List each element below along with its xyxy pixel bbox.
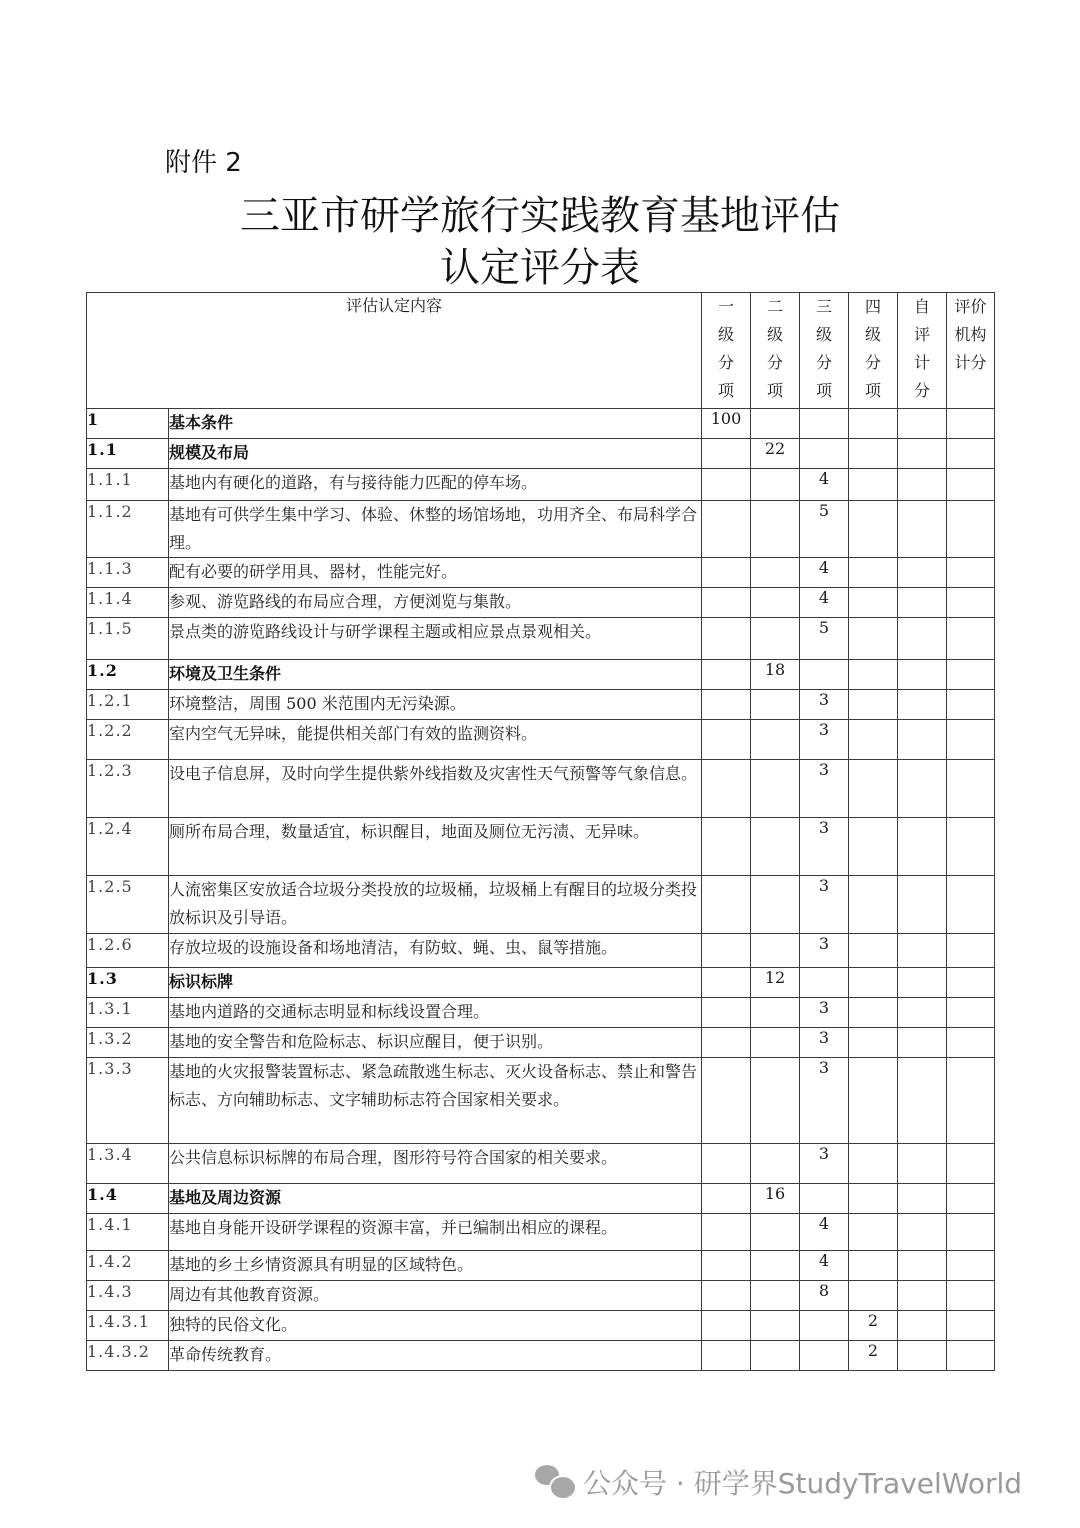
level3-score: 4	[800, 1214, 849, 1251]
level4-score	[849, 1184, 898, 1214]
level4-score	[849, 1058, 898, 1144]
self-score	[898, 690, 947, 720]
row-code: 1.1.5	[87, 618, 169, 660]
row-code: 1.1.3	[87, 558, 169, 588]
level4-score	[849, 409, 898, 439]
level1-score: 100	[702, 409, 751, 439]
row-code: 1.3.2	[87, 1028, 169, 1058]
row-text: 公共信息标识标牌的布局合理，图形符号符合国家的相关要求。	[169, 1144, 702, 1184]
header-char: 计分	[954, 353, 987, 372]
level2-score	[751, 409, 800, 439]
level4-score	[849, 558, 898, 588]
self-score	[898, 1184, 947, 1214]
level4-score	[849, 1281, 898, 1311]
header-char: 项	[767, 381, 784, 400]
level4-score	[849, 660, 898, 690]
level4-score	[849, 439, 898, 469]
row-text: 基本条件	[169, 409, 702, 439]
wechat-icon	[535, 1465, 575, 1499]
row-code: 1.2.5	[87, 876, 169, 934]
table-row	[87, 501, 995, 558]
level4-score	[849, 1214, 898, 1251]
level2-score	[751, 588, 800, 618]
table-row	[87, 760, 995, 818]
row-code: 1.4.3	[87, 1281, 169, 1311]
header-content: 评估认定内容	[87, 293, 702, 409]
row-text: 基地自身能开设研学课程的资源丰富，并已编制出相应的课程。	[169, 1214, 702, 1251]
level4-score	[849, 968, 898, 998]
level3-score: 3	[800, 1058, 849, 1144]
agency-score	[947, 1311, 995, 1341]
table-row	[87, 409, 995, 439]
agency-score	[947, 818, 995, 876]
row-code: 1.3.3	[87, 1058, 169, 1144]
row-text: 设电子信息屏，及时向学生提供紫外线指数及灾害性天气预警等气象信息。	[169, 760, 702, 818]
level3-score: 3	[800, 690, 849, 720]
agency-score	[947, 1341, 995, 1371]
level1-score	[702, 818, 751, 876]
level3-score: 3	[800, 1028, 849, 1058]
row-code: 1.2.6	[87, 934, 169, 968]
self-score	[898, 409, 947, 439]
header-char: 分	[718, 353, 735, 372]
level2-score	[751, 818, 800, 876]
level2-score	[751, 1028, 800, 1058]
header-char: 一	[718, 297, 735, 316]
level2-score	[751, 1058, 800, 1144]
table-row	[87, 1251, 995, 1281]
agency-score	[947, 1184, 995, 1214]
row-code: 1.4	[87, 1184, 169, 1214]
level1-score	[702, 1028, 751, 1058]
level2-score	[751, 618, 800, 660]
document-title-line-1: 三亚市研学旅行实践教育基地评估	[240, 193, 840, 239]
row-text: 标识标牌	[169, 968, 702, 998]
table-row	[87, 876, 995, 934]
row-code: 1.4.3.1	[87, 1311, 169, 1341]
agency-score	[947, 876, 995, 934]
agency-score	[947, 588, 995, 618]
level3-score: 3	[800, 998, 849, 1028]
level2-score	[751, 690, 800, 720]
table-row	[87, 1028, 995, 1058]
table-row	[87, 1144, 995, 1184]
header-level4	[849, 293, 898, 409]
agency-score	[947, 1281, 995, 1311]
self-score	[898, 618, 947, 660]
watermark	[535, 1462, 1022, 1502]
level3-score: 4	[800, 588, 849, 618]
row-code: 1.1.4	[87, 588, 169, 618]
row-text: 独特的民俗文化。	[169, 1311, 702, 1341]
level4-score	[849, 760, 898, 818]
header-char: 分	[914, 381, 931, 400]
table-row	[87, 660, 995, 690]
header-char: 自	[914, 297, 931, 316]
level4-score	[849, 469, 898, 501]
agency-score	[947, 501, 995, 558]
level4-score: 2	[849, 1341, 898, 1371]
level2-score	[751, 1311, 800, 1341]
agency-score	[947, 1251, 995, 1281]
agency-score	[947, 439, 995, 469]
agency-score	[947, 760, 995, 818]
row-text: 厕所布局合理，数量适宜，标识醒目，地面及厕位无污渍、无异味。	[169, 818, 702, 876]
self-score	[898, 1028, 947, 1058]
level1-score	[702, 1311, 751, 1341]
level3-score: 8	[800, 1281, 849, 1311]
row-code: 1.1.1	[87, 469, 169, 501]
header-char: 机构	[954, 325, 987, 344]
level4-score	[849, 588, 898, 618]
table-row	[87, 588, 995, 618]
level4-score	[849, 876, 898, 934]
row-code: 1.1.2	[87, 501, 169, 558]
row-code: 1.2.3	[87, 760, 169, 818]
level1-score	[702, 934, 751, 968]
row-text: 存放垃圾的设施设备和场地清洁，有防蚊、蝇、虫、鼠等措施。	[169, 934, 702, 968]
level2-score	[751, 1214, 800, 1251]
level2-score	[751, 998, 800, 1028]
agency-score	[947, 618, 995, 660]
level3-score	[800, 409, 849, 439]
level1-score	[702, 720, 751, 760]
row-text: 基地的安全警告和危险标志、标识应醒目，便于识别。	[169, 1028, 702, 1058]
table-row	[87, 439, 995, 469]
row-text: 基地有可供学生集中学习、体验、休整的场馆场地，功用齐全、布局科学合理。	[169, 501, 702, 558]
row-code: 1.3.4	[87, 1144, 169, 1184]
level3-score	[800, 439, 849, 469]
self-score	[898, 1281, 947, 1311]
table-row	[87, 1214, 995, 1251]
table-row	[87, 690, 995, 720]
level1-score	[702, 660, 751, 690]
table-row	[87, 469, 995, 501]
header-char: 分	[865, 353, 882, 372]
row-code: 1.4.3.2	[87, 1341, 169, 1371]
agency-score	[947, 660, 995, 690]
level2-score: 18	[751, 660, 800, 690]
agency-score	[947, 1058, 995, 1144]
table-row	[87, 1311, 995, 1341]
row-text: 基地内道路的交通标志明显和标线设置合理。	[169, 998, 702, 1028]
agency-score	[947, 409, 995, 439]
table-row	[87, 618, 995, 660]
level2-score	[751, 1251, 800, 1281]
self-score	[898, 998, 947, 1028]
level1-score	[702, 1251, 751, 1281]
level1-score	[702, 618, 751, 660]
row-code: 1.2.2	[87, 720, 169, 760]
row-text: 人流密集区安放适合垃圾分类投放的垃圾桶，垃圾桶上有醒目的垃圾分类投放标识及引导语。	[169, 876, 702, 934]
row-text: 参观、游览路线的布局应合理，方便浏览与集散。	[169, 588, 702, 618]
agency-score	[947, 558, 995, 588]
header-char: 级	[718, 325, 735, 344]
level1-score	[702, 1144, 751, 1184]
table-row	[87, 1341, 995, 1371]
header-agency-score	[947, 293, 995, 409]
row-text: 景点类的游览路线设计与研学课程主题或相应景点景观相关。	[169, 618, 702, 660]
level4-score	[849, 1028, 898, 1058]
self-score	[898, 439, 947, 469]
level3-score	[800, 1184, 849, 1214]
level3-score: 3	[800, 1144, 849, 1184]
level3-score	[800, 660, 849, 690]
level2-score: 16	[751, 1184, 800, 1214]
row-code: 1.3.1	[87, 998, 169, 1028]
agency-score	[947, 968, 995, 998]
agency-score	[947, 469, 995, 501]
level3-score: 3	[800, 934, 849, 968]
level2-score	[751, 1341, 800, 1371]
scoring-table	[86, 292, 995, 1371]
row-text: 革命传统教育。	[169, 1341, 702, 1371]
header-char: 分	[767, 353, 784, 372]
row-code: 1.1	[87, 439, 169, 469]
self-score	[898, 1214, 947, 1251]
self-score	[898, 469, 947, 501]
level4-score	[849, 998, 898, 1028]
table-row	[87, 934, 995, 968]
header-char: 项	[816, 381, 833, 400]
level4-score: 2	[849, 1311, 898, 1341]
level1-score	[702, 1184, 751, 1214]
level1-score	[702, 1214, 751, 1251]
level2-score: 22	[751, 439, 800, 469]
header-char: 二	[767, 297, 784, 316]
level1-score	[702, 1341, 751, 1371]
level2-score	[751, 1281, 800, 1311]
agency-score	[947, 934, 995, 968]
level2-score	[751, 469, 800, 501]
level2-score	[751, 558, 800, 588]
level3-score	[800, 968, 849, 998]
level1-score	[702, 501, 751, 558]
self-score	[898, 968, 947, 998]
self-score	[898, 760, 947, 818]
header-level2	[751, 293, 800, 409]
table-row	[87, 968, 995, 998]
header-char: 项	[718, 381, 735, 400]
self-score	[898, 501, 947, 558]
row-text: 规模及布局	[169, 439, 702, 469]
row-text: 室内空气无异味，能提供相关部门有效的监测资料。	[169, 720, 702, 760]
header-char: 分	[816, 353, 833, 372]
level4-score	[849, 690, 898, 720]
header-char: 评价	[954, 297, 987, 316]
agency-score	[947, 1214, 995, 1251]
level3-score: 4	[800, 1251, 849, 1281]
level3-score: 4	[800, 469, 849, 501]
header-char: 三	[816, 297, 833, 316]
row-code: 1.2.1	[87, 690, 169, 720]
row-code: 1.4.2	[87, 1251, 169, 1281]
self-score	[898, 588, 947, 618]
level3-score: 3	[800, 760, 849, 818]
level3-score: 5	[800, 501, 849, 558]
level1-score	[702, 998, 751, 1028]
level3-score	[800, 1311, 849, 1341]
agency-score	[947, 998, 995, 1028]
level4-score	[849, 818, 898, 876]
level1-score	[702, 469, 751, 501]
level4-score	[849, 1251, 898, 1281]
watermark-text: 公众号 · 研学界StudyTravelWorld	[583, 1467, 1023, 1500]
level1-score	[702, 588, 751, 618]
header-char: 级	[767, 325, 784, 344]
level1-score	[702, 968, 751, 998]
row-code: 1	[87, 409, 169, 439]
level2-score	[751, 760, 800, 818]
self-score	[898, 876, 947, 934]
level4-score	[849, 1144, 898, 1184]
level2-score	[751, 1144, 800, 1184]
agency-score	[947, 1144, 995, 1184]
table-row	[87, 998, 995, 1028]
header-char: 四	[865, 297, 882, 316]
row-text: 基地的火灾报警装置标志、紧急疏散逃生标志、灭火设备标志、禁止和警告标志、方向辅助标志、文字辅助标志符合国家相关要求。	[169, 1058, 702, 1144]
level1-score	[702, 558, 751, 588]
row-code: 1.2	[87, 660, 169, 690]
table-row	[87, 1184, 995, 1214]
level4-score	[849, 934, 898, 968]
self-score	[898, 1251, 947, 1281]
header-char: 级	[816, 325, 833, 344]
level3-score: 3	[800, 818, 849, 876]
row-code: 1.3	[87, 968, 169, 998]
row-text: 基地及周边资源	[169, 1184, 702, 1214]
level4-score	[849, 501, 898, 558]
self-score	[898, 818, 947, 876]
header-level1	[702, 293, 751, 409]
self-score	[898, 1311, 947, 1341]
header-level3	[800, 293, 849, 409]
table-header-row	[87, 293, 995, 409]
level2-score	[751, 876, 800, 934]
level1-score	[702, 439, 751, 469]
header-char: 计	[914, 353, 931, 372]
table-body	[87, 409, 995, 1371]
level2-score	[751, 501, 800, 558]
level2-score	[751, 720, 800, 760]
table-row	[87, 1058, 995, 1144]
level3-score: 5	[800, 618, 849, 660]
self-score	[898, 558, 947, 588]
level4-score	[849, 720, 898, 760]
level1-score	[702, 1058, 751, 1144]
attachment-label: 附件 2	[165, 148, 242, 178]
row-text: 配有必要的研学用具、器材，性能完好。	[169, 558, 702, 588]
self-score	[898, 720, 947, 760]
level3-score: 3	[800, 720, 849, 760]
level1-score	[702, 760, 751, 818]
row-text: 环境整洁，周围 500 米范围内无污染源。	[169, 690, 702, 720]
level3-score: 3	[800, 876, 849, 934]
row-text: 周边有其他教育资源。	[169, 1281, 702, 1311]
self-score	[898, 1341, 947, 1371]
level2-score: 12	[751, 968, 800, 998]
row-code: 1.4.1	[87, 1214, 169, 1251]
row-text: 基地内有硬化的道路，有与接待能力匹配的停车场。	[169, 469, 702, 501]
table-row	[87, 818, 995, 876]
header-char: 项	[865, 381, 882, 400]
table-row	[87, 720, 995, 760]
level4-score	[849, 618, 898, 660]
self-score	[898, 934, 947, 968]
agency-score	[947, 720, 995, 760]
agency-score	[947, 690, 995, 720]
header-char: 级	[865, 325, 882, 344]
level1-score	[702, 1281, 751, 1311]
document-title-line-2: 认定评分表	[440, 245, 640, 291]
self-score	[898, 1058, 947, 1144]
level1-score	[702, 876, 751, 934]
level2-score	[751, 934, 800, 968]
table-row	[87, 558, 995, 588]
header-self-score	[898, 293, 947, 409]
level3-score	[800, 1341, 849, 1371]
level3-score: 4	[800, 558, 849, 588]
table-row	[87, 1281, 995, 1311]
self-score	[898, 1144, 947, 1184]
row-text: 基地的乡土乡情资源具有明显的区域特色。	[169, 1251, 702, 1281]
level1-score	[702, 690, 751, 720]
row-text: 环境及卫生条件	[169, 660, 702, 690]
row-code: 1.2.4	[87, 818, 169, 876]
header-char: 评	[914, 325, 931, 344]
agency-score	[947, 1028, 995, 1058]
self-score	[898, 660, 947, 690]
